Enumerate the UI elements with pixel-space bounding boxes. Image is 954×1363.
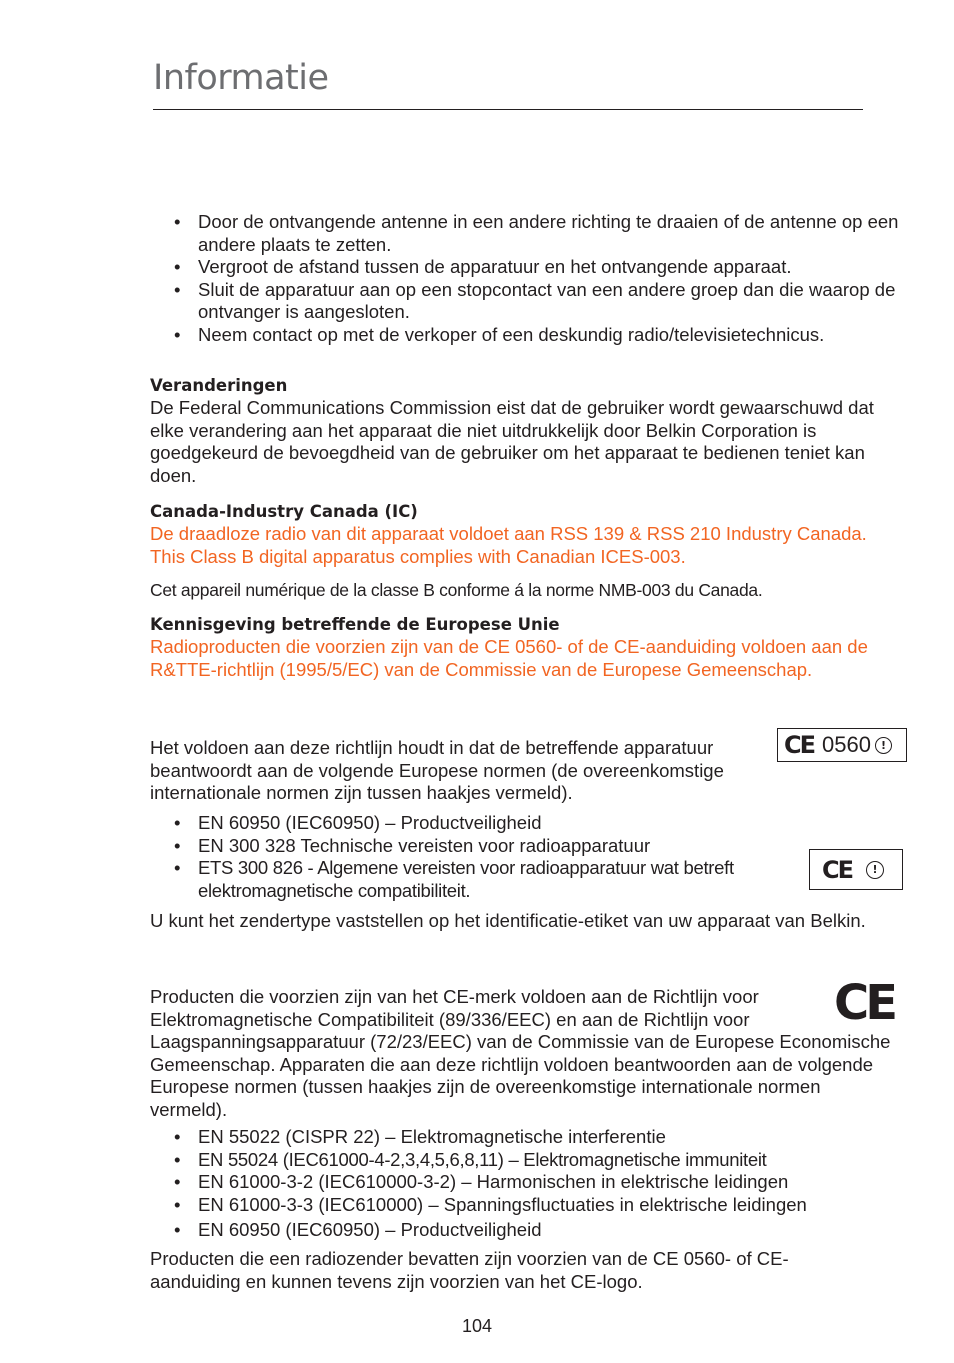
section-eu	[150, 614, 900, 681]
list-item: • EN 300 328 Technische vereisten voor radioapparatuur	[150, 835, 800, 858]
alert-circle-icon: !	[866, 861, 884, 879]
list-item: • Sluit de apparatuur aan op een stopcontact van een andere groep dan die waarop de ontvanger is aangesloten.	[150, 279, 915, 324]
canada-french-text: Cet appareil numérique de la classe B conforme á la norme NMB-003 du Canada.	[150, 580, 763, 600]
list-item: • Door de ontvangende antenne in een andere richting te draaien of de antenne op een andere plaats te zetten.	[150, 211, 915, 256]
list-item: • ETS 300 826 - Algemene vereisten voor radioapparatuur wat betreft elektromagnetische compatibiliteit.	[150, 857, 800, 902]
ce-logo-icon: CE	[822, 855, 853, 884]
ce-large-logo-icon: CE	[834, 975, 895, 1031]
ce-0560-mark	[777, 728, 907, 762]
alert-circle-icon: !	[875, 737, 892, 754]
eu-compliance-text: Radioproducten die voorzien zijn van de CE 0560- of de CE-aanduiding voldoen aan de R&TTE-richtlijn (1995/5/EC) van de Commissie van de Europese Gemeenschap.	[150, 636, 868, 680]
ce-number: 0560	[822, 732, 871, 757]
section-canada	[150, 501, 890, 568]
list-item: • EN 61000-3-2 (IEC610000-3-2) – Harmonischen in elektrische leidingen	[150, 1171, 910, 1194]
canada-compliance-text: De draadloze radio van dit apparaat voldoet aan RSS 139 & RSS 210 Industry Canada. This Class B digital apparatus complies with Canadian ICES-003.	[150, 523, 867, 567]
eu-paragraph-4: Producten die een radiozender bevatten zijn voorzien van de CE 0560- of CE-aanduiding en kunnen tevens zijn voorzien van het CE-logo.	[150, 1248, 789, 1292]
section-heading: Kennisgeving betreffende de Europese Unie	[150, 615, 560, 634]
eu-paragraph-2: U kunt het zendertype vaststellen op het identificatie-etiket van uw apparaat van Belkin.	[150, 910, 866, 931]
eu-paragraph-3-block	[150, 986, 900, 1121]
section-heading: Veranderingen	[150, 376, 288, 395]
ce-alert-mark	[809, 849, 903, 890]
bullet-list-emc-standards	[150, 1126, 910, 1242]
list-item: • EN 60950 (IEC60950) – Productveiligheid	[150, 812, 800, 835]
bullet-list-interference	[150, 211, 915, 346]
list-item: • Neem contact op met de verkoper of een deskundig radio/televisietechnicus.	[150, 324, 915, 347]
bullet-list-radio-standards	[150, 812, 800, 902]
list-item: • EN 60950 (IEC60950) – Productveiligheid	[150, 1219, 910, 1242]
list-item: • EN 61000-3-3 (IEC610000) – Spanningsfluctuaties in elektrische leidingen	[150, 1194, 910, 1217]
list-item: • EN 55022 (CISPR 22) – Elektromagnetische interferentie	[150, 1126, 910, 1149]
ce-logo-icon: CE	[784, 731, 815, 759]
page-number: 104	[461, 1316, 493, 1336]
section-body: De Federal Communications Commission eist dat de gebruiker wordt gewaarschuwd dat elke verandering aan het apparaat die niet uitdrukkelijk door Belkin Corporation is goedgekeurd de bevoegdheid van de gebruiker om het apparaat te bedienen teniet kan doen.	[150, 397, 874, 486]
eu-paragraph-3: Producten die voorzien zijn van het CE-merk voldoen aan de Richtlijn voor Elektromagnetische Compatibiliteit (89/336/EEC) en aan de Richtlijn voor Laagspanningsapparatuur (72/23/EEC) van de Commissie van de Europese Economische Gemeenschap. Apparaten die aan deze richtlijn voldoen beantwoorden aan de volgende Europese normen (tussen haakjes zijn de overeenkomstige internationale normen vermeld).	[150, 986, 891, 1120]
section-veranderingen	[150, 375, 890, 487]
list-item: • EN 55024 (IEC61000-4-2,3,4,5,6,8,11) – Elektromagnetische immuniteit	[150, 1149, 910, 1172]
title-rule	[153, 109, 863, 110]
page-title: Informatie	[153, 58, 329, 98]
list-item: • Vergroot de afstand tussen de apparatuur en het ontvangende apparaat.	[150, 256, 915, 279]
section-heading: Canada-Industry Canada (IC)	[150, 502, 418, 521]
eu-paragraph-1: Het voldoen aan deze richtlijn houdt in dat de betreffende apparatuur beantwoordt aan de volgende Europese normen (de overeenkomstige internationale normen zijn tussen haakjes vermeld).	[150, 737, 724, 803]
